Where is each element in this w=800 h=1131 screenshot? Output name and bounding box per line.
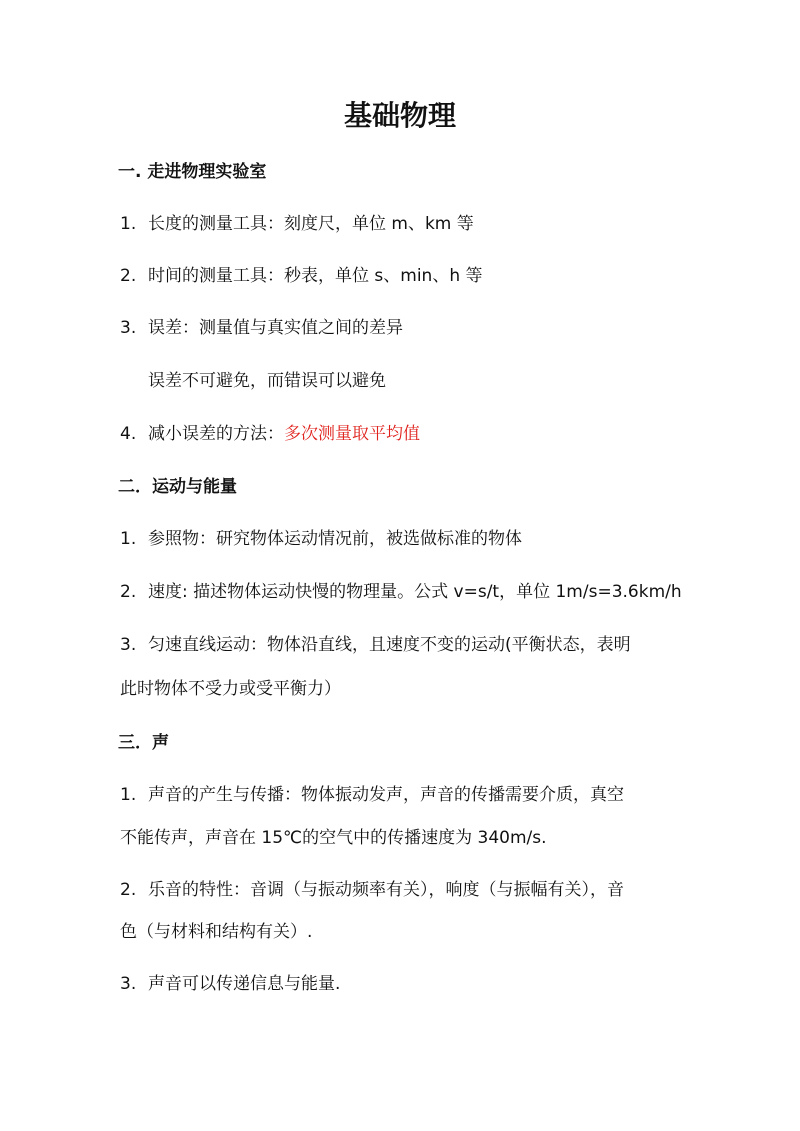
item-text: 匀速直线运动：物体沿直线，且速度不变的运动(平衡状态，表明 [148, 635, 631, 655]
item-continuation: 此时物体不受力或受平衡力） [120, 679, 341, 699]
item-text: 声音的产生与传播：物体振动发声，声音的传播需要介质，真空 [148, 785, 624, 805]
list-item [120, 264, 700, 288]
list-item [120, 972, 700, 996]
item-number: 3. [120, 974, 137, 994]
list-item [120, 783, 700, 807]
item-text: 参照物：研究物体运动情况前，被选做标准的物体 [148, 529, 522, 549]
section-heading: 三．声 [118, 733, 169, 753]
item-number: 2. [120, 582, 137, 602]
section-heading: 二．运动与能量 [118, 477, 237, 497]
item-continuation: 色（与材料和结构有关）. [120, 922, 313, 942]
item-number: 3. [120, 635, 137, 655]
list-item [120, 878, 700, 902]
item-text: 时间的测量工具：秒表，单位 s、min、h 等 [148, 266, 483, 286]
list-item [120, 316, 700, 340]
list-item [120, 633, 700, 657]
item-text: 误差：测量值与真实值之间的差异 [148, 318, 403, 338]
item-number: 3. [120, 318, 137, 338]
item-number: 4. [120, 424, 137, 444]
item-text: 声音可以传递信息与能量. [148, 974, 341, 994]
item-text: 减小误差的方法： [148, 424, 284, 444]
item-number: 2. [120, 266, 137, 286]
list-item [120, 580, 700, 604]
item-text: 速度: 描述物体运动快慢的物理量。公式 v=s/t，单位 1m/s=3.6km/h [148, 582, 682, 602]
document-title: 基础物理 [343, 99, 456, 132]
item-number: 1. [120, 529, 137, 549]
list-item [120, 527, 700, 551]
list-item [120, 422, 700, 446]
item-extra-line: 误差不可避免，而错误可以避免 [148, 371, 386, 391]
list-item [120, 212, 700, 236]
highlight-text: 多次测量取平均值 [284, 424, 420, 444]
item-text: 乐音的特性：音调（与振动频率有关），响度（与振幅有关），音 [148, 880, 624, 900]
item-number: 2. [120, 880, 137, 900]
item-text: 长度的测量工具：刻度尺，单位 m、km 等 [148, 214, 474, 234]
item-number: 1. [120, 214, 137, 234]
item-number: 1. [120, 785, 137, 805]
item-continuation: 不能传声，声音在 15℃的空气中的传播速度为 340m/s. [120, 828, 547, 848]
section-heading: 一. 走进物理实验室 [118, 162, 267, 182]
